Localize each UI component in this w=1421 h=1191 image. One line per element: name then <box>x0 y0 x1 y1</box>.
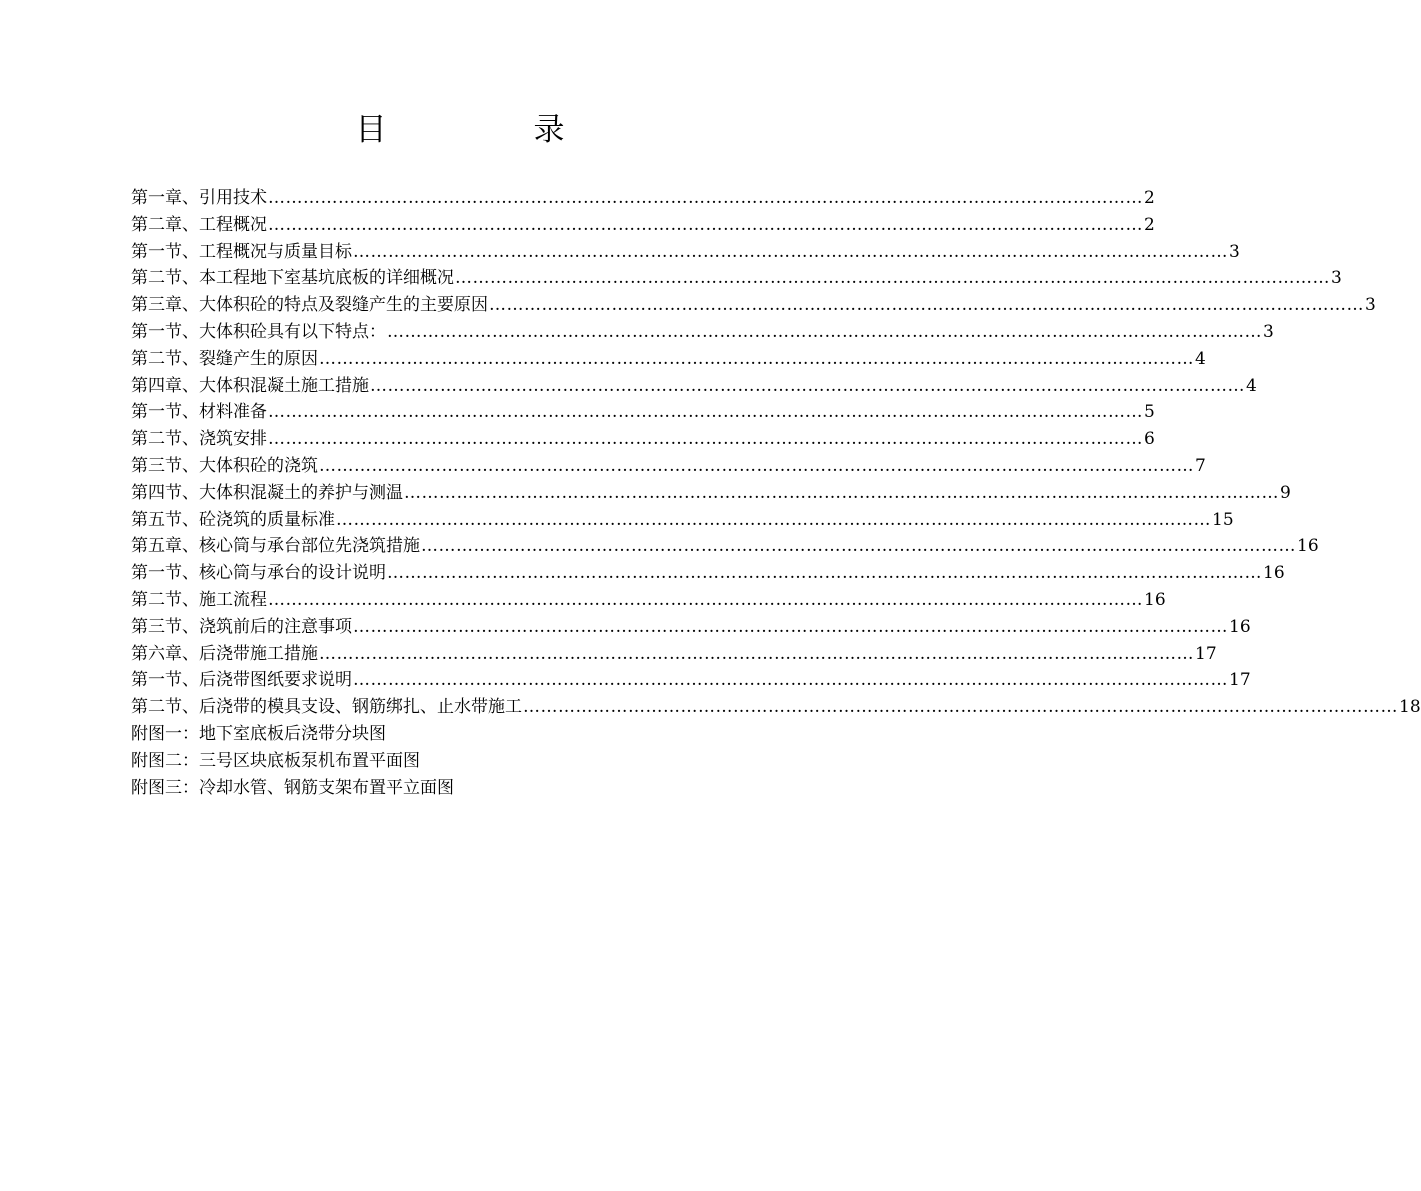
toc-entry-text: 第二节、本工程地下室基坑底板的详细概况 <box>131 268 454 289</box>
toc-page-number: 2 <box>1144 214 1155 235</box>
toc-entry-text: 第五节、砼浇筑的质量标准 <box>131 509 335 530</box>
toc-dot-leader: …………………………………………………………………………………………………………………………………… <box>336 509 1211 530</box>
toc-page-number: 4 <box>1195 348 1206 369</box>
page-title: 目 录 <box>355 112 623 148</box>
toc-entry-text: 第二节、后浇带的模具支设、钢筋绑扎、止水带施工 <box>131 697 522 718</box>
toc-entry-text: 第四节、大体积混凝土的养护与测温 <box>131 482 403 503</box>
toc-entry[interactable] <box>131 480 1291 507</box>
toc-page-number: 3 <box>1331 268 1342 289</box>
toc-page-number: 7 <box>1195 455 1206 476</box>
toc-dot-leader: …………………………………………………………………………………………………………………………………… <box>268 402 1143 423</box>
toc-entry[interactable] <box>131 614 1251 641</box>
toc-entry[interactable] <box>131 507 1234 534</box>
toc-page-number: 16 <box>1297 536 1319 557</box>
toc-entry[interactable] <box>131 641 1217 668</box>
toc-entry[interactable] <box>131 373 1257 400</box>
toc-page-number: 16 <box>1263 563 1285 584</box>
toc-entry-text: 第二节、施工流程 <box>131 589 267 610</box>
toc-dot-leader: …………………………………………………………………………………………………………………………………… <box>421 536 1296 557</box>
toc-entry-text: 第二节、浇筑安排 <box>131 429 267 450</box>
toc-page-number: 2 <box>1144 188 1155 208</box>
toc-entry[interactable] <box>131 239 1240 266</box>
toc-entry[interactable] <box>131 212 1155 239</box>
toc-dot-leader: …………………………………………………………………………………………………………………………………… <box>370 375 1245 396</box>
toc-entry-text: 第六章、后浇带施工措施 <box>131 643 318 664</box>
toc-entry[interactable] <box>131 346 1206 373</box>
toc-entry[interactable] <box>131 265 1342 292</box>
toc-dot-leader: …………………………………………………………………………………………………………………………………… <box>268 429 1143 450</box>
toc-page-number: 17 <box>1195 643 1217 664</box>
toc-page-number: 5 <box>1144 402 1155 423</box>
toc-dot-leader: …………………………………………………………………………………………………………………………………… <box>489 295 1364 316</box>
toc-page-number: 3 <box>1229 241 1240 262</box>
toc-dot-leader: …………………………………………………………………………………………………………………………………… <box>319 643 1194 664</box>
toc-page-number: 9 <box>1280 482 1291 503</box>
toc-entry[interactable] <box>131 587 1166 614</box>
toc-entry-text: 第五章、核心筒与承台部位先浇筑措施 <box>131 536 420 557</box>
toc-page-number: 16 <box>1229 616 1251 637</box>
toc-entry-text: 第一节、材料准备 <box>131 402 267 423</box>
toc-dot-leader: …………………………………………………………………………………………………………………………………… <box>268 589 1143 610</box>
toc-entry[interactable] <box>131 694 1421 721</box>
toc-entry[interactable] <box>131 426 1155 453</box>
toc-page-number: 15 <box>1212 509 1234 530</box>
toc-entry-text: 第一节、大体积砼具有以下特点： <box>131 321 386 342</box>
toc-dot-leader: …………………………………………………………………………………………………………………………………… <box>455 268 1330 289</box>
toc-page-number: 3 <box>1263 321 1274 342</box>
toc-dot-leader: …………………………………………………………………………………………………………………………………… <box>268 188 1143 208</box>
toc-entry[interactable] <box>131 533 1319 560</box>
toc-entry-text: 第一节、工程概况与质量目标 <box>131 241 352 262</box>
toc-entry[interactable] <box>131 667 1251 694</box>
appendix-entry: 附图一：地下室底板后浇带分块图 <box>131 723 386 744</box>
toc-page-number: 4 <box>1246 375 1257 396</box>
toc-entry[interactable] <box>131 319 1274 346</box>
toc-page-number: 16 <box>1144 589 1166 610</box>
toc-entry-text: 第三节、浇筑前后的注意事项 <box>131 616 352 637</box>
toc-dot-leader: …………………………………………………………………………………………………………………………………… <box>268 214 1143 235</box>
toc-dot-leader: …………………………………………………………………………………………………………………………………… <box>404 482 1279 503</box>
toc-dot-leader: …………………………………………………………………………………………………………………………………… <box>353 670 1228 691</box>
toc-page-number: 18 <box>1399 697 1421 718</box>
toc-entry[interactable] <box>131 185 1155 212</box>
toc-entry-text: 第一节、核心筒与承台的设计说明 <box>131 563 386 584</box>
toc-dot-leader: …………………………………………………………………………………………………………………………………… <box>353 616 1228 637</box>
appendix-entry: 附图二：三号区块底板泵机布置平面图 <box>131 750 420 771</box>
toc-entry-text: 第四章、大体积混凝土施工措施 <box>131 375 369 396</box>
toc-dot-leader: …………………………………………………………………………………………………………………………………… <box>319 455 1194 476</box>
toc-entry-text: 第一章、引用技术 <box>131 188 267 208</box>
toc-dot-leader: …………………………………………………………………………………………………………………………………… <box>353 241 1228 262</box>
toc-entry[interactable] <box>131 453 1206 480</box>
toc-entry-text: 第二节、裂缝产生的原因 <box>131 348 318 369</box>
toc-page-number: 3 <box>1365 295 1376 316</box>
toc-entry-text: 第一节、后浇带图纸要求说明 <box>131 670 352 691</box>
toc-dot-leader: …………………………………………………………………………………………………………………………………… <box>523 697 1398 718</box>
toc-entry[interactable] <box>131 292 1376 319</box>
toc-page-number: 6 <box>1144 429 1155 450</box>
toc-entry[interactable] <box>131 399 1155 426</box>
toc-entry-text: 第三章、大体积砼的特点及裂缝产生的主要原因 <box>131 295 488 316</box>
toc-page-number: 17 <box>1229 670 1251 691</box>
toc-entry-text: 第三节、大体积砼的浇筑 <box>131 455 318 476</box>
appendix-entry: 附图三：冷却水管、钢筋支架布置平立面图 <box>131 777 454 798</box>
toc-dot-leader: …………………………………………………………………………………………………………………………………… <box>319 348 1194 369</box>
toc-entry[interactable] <box>131 560 1285 587</box>
table-of-contents <box>131 185 1421 801</box>
toc-entry-text: 第二章、工程概况 <box>131 214 267 235</box>
toc-dot-leader: …………………………………………………………………………………………………………………………………… <box>387 321 1262 342</box>
toc-dot-leader: …………………………………………………………………………………………………………………………………… <box>387 563 1262 584</box>
